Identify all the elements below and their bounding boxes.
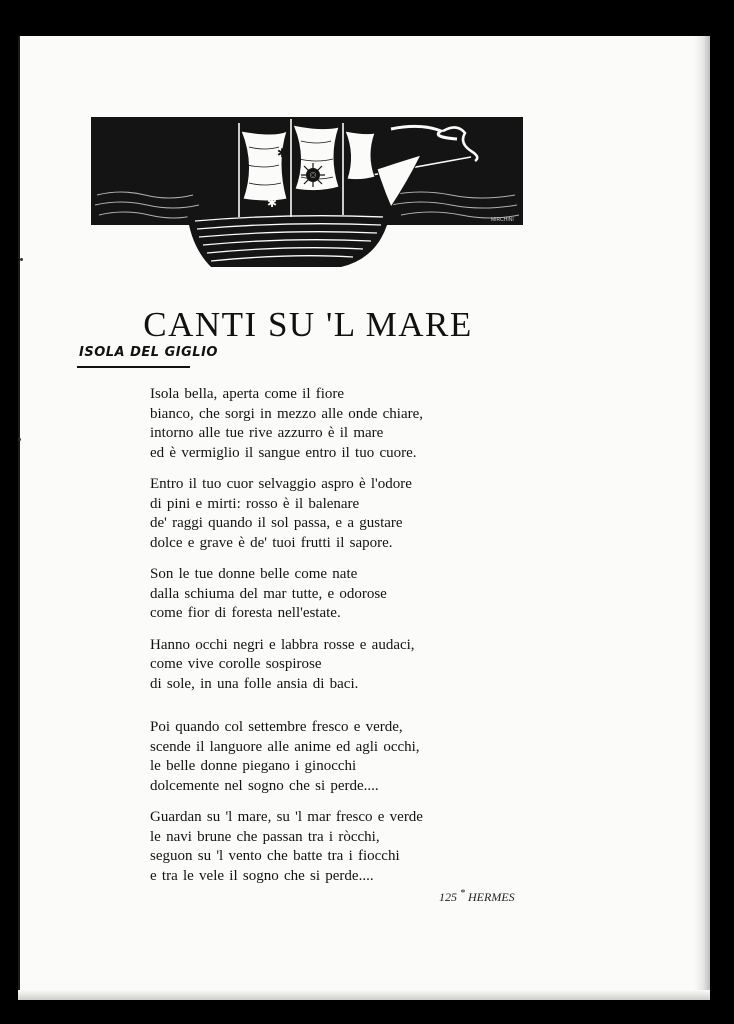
svg-text:✱: ✱ bbox=[267, 196, 278, 210]
ink-speck bbox=[20, 258, 23, 261]
ink-speck bbox=[18, 438, 21, 441]
section-heading: ISOLA DEL GIGLIO bbox=[79, 345, 218, 360]
verse-line: dolcemente nel sogno che si perde.... bbox=[150, 777, 379, 794]
verse-line: intorno alle tue rive azzurro è il mare bbox=[150, 425, 384, 441]
verse-line: di pini e mirti: rosso è il balenare bbox=[150, 495, 360, 512]
stanza bbox=[150, 808, 490, 886]
page-right-edge bbox=[694, 36, 710, 1000]
verse-line: e tra le vele il sogno che si perde.... bbox=[150, 867, 374, 884]
stanza bbox=[150, 636, 490, 695]
verse-line: le navi brune che passan tra i ròcchi, bbox=[150, 828, 380, 845]
verse-line: scende il languore alle anime ed agli occhi, bbox=[150, 738, 420, 755]
verse-line: bianco, che sorgi in mezzo alle onde chiare, bbox=[150, 405, 424, 422]
page-footer bbox=[439, 888, 515, 905]
page-bottom-edge bbox=[18, 990, 710, 1000]
footer-separator: * bbox=[460, 888, 465, 899]
stanza bbox=[150, 385, 490, 463]
verse-line: come fior di foresta nell'estate. bbox=[150, 605, 341, 621]
verse-line: Son le tue donne belle come nate bbox=[150, 566, 358, 582]
page-fold bbox=[18, 36, 20, 1000]
journal-name: HERMES bbox=[468, 890, 515, 904]
verse-line: Poi quando col settembre fresco e verde, bbox=[150, 719, 403, 735]
page-title: CANTI SU 'L MARE bbox=[143, 305, 473, 345]
verse-line: Isola bella, aperta come il fiore bbox=[150, 386, 345, 402]
verse-line: di sole, in una folle ansia di baci. bbox=[150, 675, 359, 692]
stanza bbox=[150, 475, 490, 553]
verse-line: dalla schiuma del mar tutte, e odorose bbox=[150, 585, 387, 602]
section-heading-underline bbox=[77, 366, 190, 368]
woodcut-signature: MIRCHINI bbox=[491, 217, 514, 223]
verse-line: Entro il tuo cuor selvaggio aspro è l'odore bbox=[150, 476, 412, 492]
page-number: 125 bbox=[439, 890, 457, 904]
verse-line: Guardan su 'l mare, su 'l mar fresco e verde bbox=[150, 809, 423, 825]
sailing-ship-icon bbox=[91, 117, 523, 269]
verse-line: le belle donne piegano i ginocchi bbox=[150, 758, 357, 774]
poem bbox=[150, 385, 490, 898]
verse-line: seguon su 'l vento che batte tra i fiocchi bbox=[150, 848, 400, 864]
verse-line: ed è vermiglio il sangue entro il tuo cuore. bbox=[150, 444, 417, 461]
stanza bbox=[150, 565, 490, 624]
verse-line: dolce e grave è de' tuoi frutti il sapore. bbox=[150, 534, 393, 551]
svg-text:✱: ✱ bbox=[277, 146, 288, 160]
verse-line: de' raggi quando il sol passa, e a gustare bbox=[150, 515, 403, 531]
verse-line: come vive corolle sospirose bbox=[150, 656, 322, 672]
stanza bbox=[150, 718, 490, 796]
page bbox=[18, 36, 710, 1000]
verse-line: Hanno occhi negri e labbra rosse e audaci, bbox=[150, 636, 415, 653]
